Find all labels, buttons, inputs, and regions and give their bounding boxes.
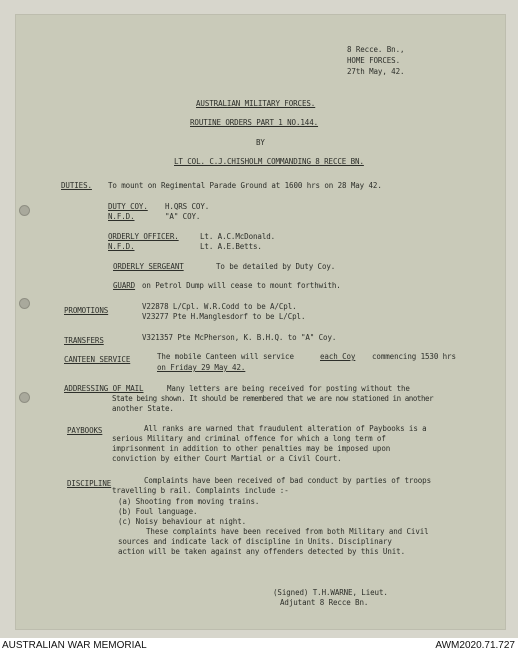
signature-line2: Adjutant 8 Recce Bn.: [280, 598, 369, 607]
punch-hole: [19, 298, 30, 309]
discipline-line1: Complaints have been received of bad conduct by parties of troops: [144, 476, 432, 485]
nfd1-label: N.F.D.: [108, 212, 135, 221]
orderly-officer-value: Lt. A.C.McDonald.: [200, 232, 276, 241]
transfers-heading: TRANSFERS: [64, 336, 104, 345]
transfers-line1: V321357 Pte McPherson, K. B.H.Q. to "A" Coy.: [142, 333, 337, 342]
footer-accession-number: AWM2020.71.727: [435, 640, 515, 651]
title-line1: AUSTRALIAN MILITARY FORCES.: [196, 99, 316, 108]
title-line3: BY: [256, 138, 265, 147]
canteen-line1c: commencing 1530 hrs: [372, 352, 456, 361]
paybooks-heading: PAYBOOKS: [67, 426, 103, 435]
discipline-heading: DISCIPLINE: [67, 479, 112, 488]
canteen-heading: CANTEEN SERVICE: [64, 355, 131, 364]
signature-line1: (Signed) T.H.WARNE, Lieut.: [273, 588, 388, 597]
discipline-line5: action will be taken against any offenders detected by this Unit.: [118, 547, 406, 556]
addressing-line1: Many letters are being received for posting without the: [167, 384, 410, 393]
nfd2-value: Lt. A.E.Betts.: [200, 242, 262, 251]
punch-hole: [19, 392, 30, 403]
header-forces: HOME FORCES.: [347, 56, 400, 65]
orderly-sergeant-label: ORDERLY SERGEANT: [113, 262, 184, 271]
paybooks-line2: serious Military and criminal offence for which a long term of: [112, 434, 386, 443]
nfd2-label: N.F.D.: [108, 242, 135, 251]
duty-coy-label: DUTY COY.: [108, 202, 148, 211]
addressing-line2: State being shown. It should be remembered that we are now stationed in another: [112, 394, 434, 403]
discipline-item-c: (c) Noisy behaviour at night.: [118, 517, 247, 526]
promotions-line2: V23277 Pte H.Manglesdorf to be L/Cpl.: [142, 312, 306, 321]
promotions-line1: V22878 L/Cpl. W.R.Codd to be A/Cpl.: [142, 302, 297, 311]
title-line2: ROUTINE ORDERS PART 1 NO.144.: [190, 118, 319, 127]
guard-value: on Petrol Dump will cease to mount forthwith.: [142, 281, 341, 290]
header-date: 27th May, 42.: [347, 67, 405, 76]
paybooks-line4: conviction by either Court Martial or a Civil Court.: [112, 454, 342, 463]
addressing-heading: ADDRESSING OF MAIL: [64, 384, 144, 393]
canteen-line1b: each Coy: [320, 352, 356, 361]
duty-coy-value: H.QRS COY.: [165, 202, 210, 211]
discipline-line3: These complaints have been received from both Military and Civil: [146, 527, 429, 536]
punch-hole: [19, 205, 30, 216]
nfd1-value: "A" COY.: [165, 212, 201, 221]
discipline-item-b: (b) Foul language.: [118, 507, 198, 516]
discipline-line2: travelling b rail. Complaints include :-: [112, 486, 289, 495]
orderly-sergeant-value: To be detailed by Duty Coy.: [216, 262, 336, 271]
paybooks-line1: All ranks are warned that fraudulent alteration of Paybooks is a: [144, 424, 427, 433]
canteen-line1a: The mobile Canteen will service: [157, 352, 294, 361]
title-line4: LT COL. C.J.CHISHOLM COMMANDING 8 RECCE BN.: [174, 157, 364, 166]
orderly-officer-label: ORDERLY OFFICER.: [108, 232, 179, 241]
canteen-line2: on Friday 29 May 42.: [157, 363, 246, 372]
addressing-line3: another State.: [112, 404, 174, 413]
discipline-line4: sources and indicate lack of discipline in Units. Disciplinary: [118, 537, 392, 546]
archive-footer: [0, 638, 518, 653]
guard-label: GUARD: [113, 281, 136, 290]
header-unit: 8 Recce. Bn.,: [347, 45, 405, 54]
duties-text: To mount on Regimental Parade Ground at 1600 hrs on 28 May 42.: [108, 181, 382, 190]
promotions-heading: PROMOTIONS: [64, 306, 109, 315]
discipline-item-a: (a) Shooting from moving trains.: [118, 497, 260, 506]
footer-institution: AUSTRALIAN WAR MEMORIAL: [2, 640, 147, 651]
duties-heading: DUTIES.: [61, 181, 92, 190]
paybooks-line3: imprisonment in addition to other penalties may be imposed upon: [112, 444, 391, 453]
